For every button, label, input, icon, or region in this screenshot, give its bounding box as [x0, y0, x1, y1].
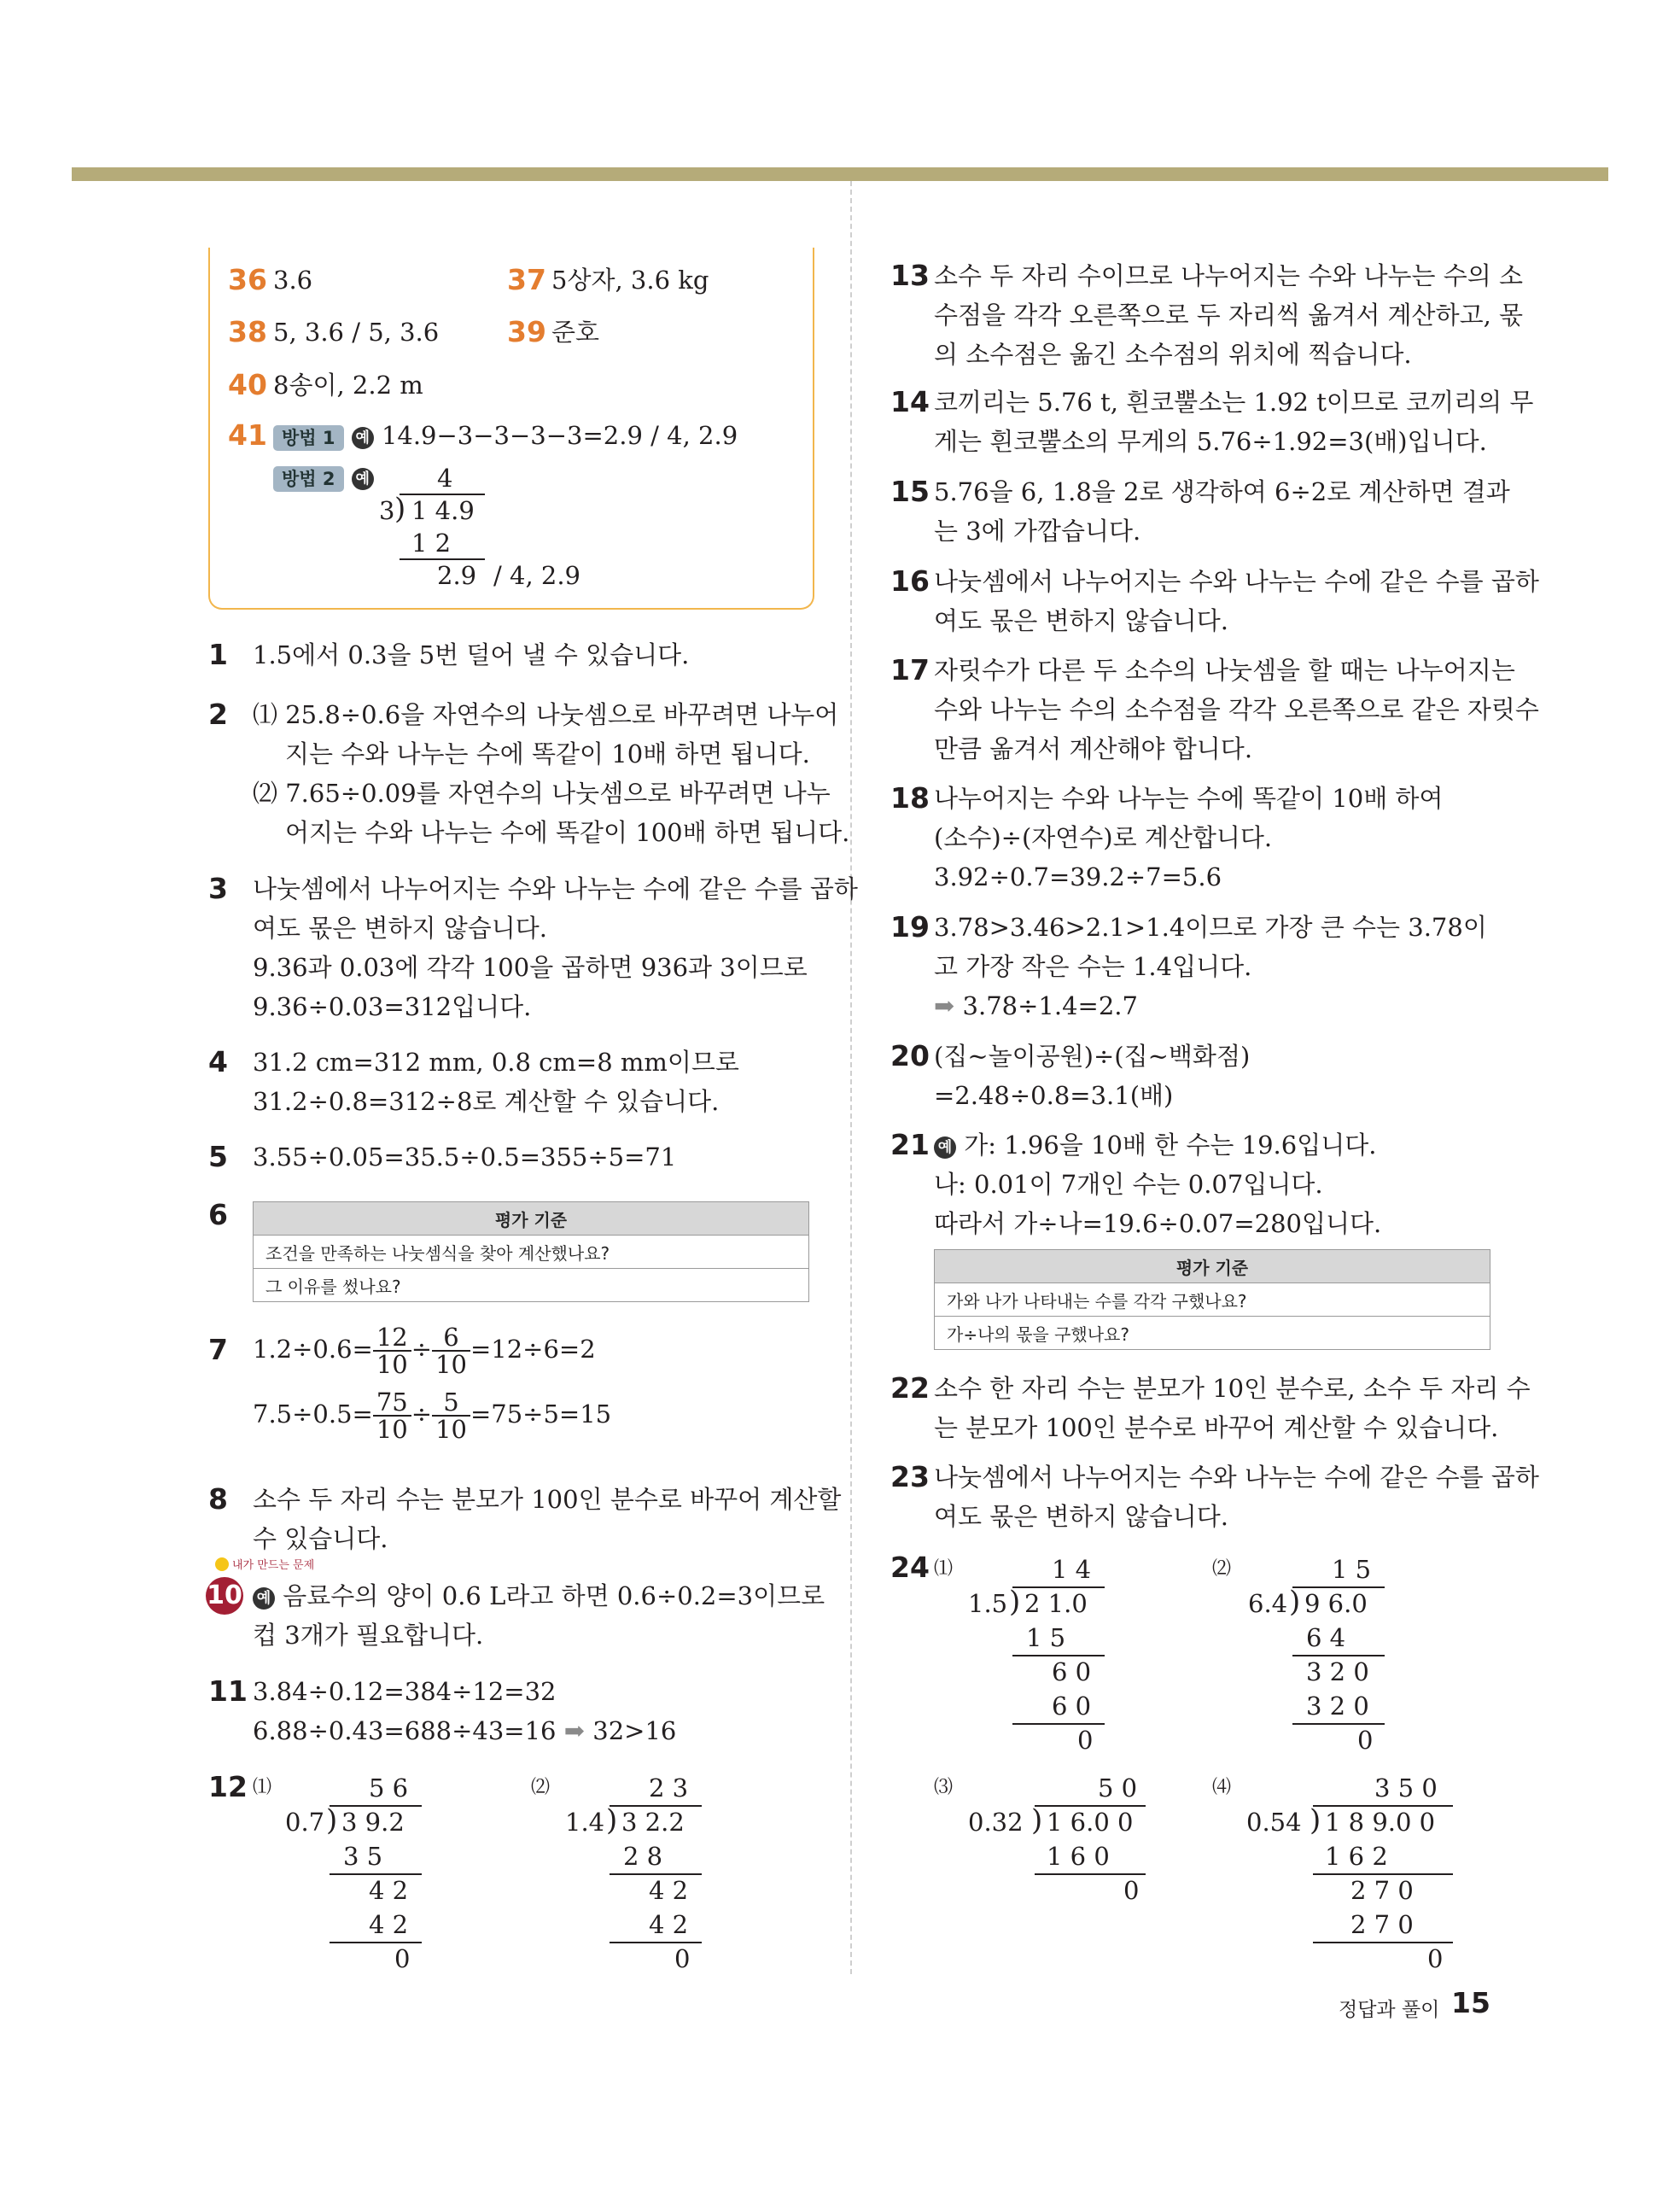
q7-line1: [253, 1323, 596, 1377]
expr: 7.5÷0.5=: [253, 1399, 373, 1429]
q24d-label: ⑷: [1212, 1777, 1232, 1798]
q5-text: 3.55÷0.05=35.5÷0.5=355÷5=71: [253, 1142, 677, 1171]
q41-method1-line: [273, 416, 738, 455]
q24c-dividend: 1 6.0 0: [1047, 1808, 1134, 1837]
q19-number: 19: [890, 910, 930, 944]
q24c-label: ⑶: [934, 1777, 954, 1798]
expr: =12÷6=2: [470, 1335, 596, 1364]
q16-number: 16: [890, 564, 930, 598]
q5-number: 5: [208, 1140, 228, 1173]
q41-dividend: 1 4.9: [411, 496, 475, 525]
q21-line: 따라서 가÷나=19.6÷0.07=280입니다.: [934, 1209, 1382, 1238]
q24b-sub2: 3 2 0: [1306, 1691, 1369, 1721]
q6-number: 6: [208, 1198, 228, 1231]
expr: 3.78÷1.4=2.7: [962, 991, 1138, 1020]
q41-quotient: 4: [437, 464, 453, 493]
q3-line: 9.36과 0.03에 각각 100을 곱하면 936과 3이므로: [253, 953, 808, 982]
division-bracket: ): [1310, 1803, 1321, 1838]
criteria-header: 평가 기준: [935, 1250, 1490, 1283]
q12b-sub2: 4 2: [649, 1910, 689, 1939]
q1-number: 1: [208, 638, 228, 671]
q39-number: 39: [507, 315, 546, 348]
q20-number: 20: [890, 1039, 930, 1072]
example-mark: 예: [352, 468, 374, 490]
q13-line: 의 소수점은 옮긴 소수점의 위치에 찍습니다.: [934, 340, 1412, 369]
column-divider: [850, 181, 852, 1974]
q21-number: 21: [890, 1128, 930, 1161]
q19-line: [934, 986, 1138, 1025]
q2-line: 지는 수와 나누는 수에 똑같이 10배 하면 됩니다.: [285, 739, 810, 768]
example-mark: 예: [352, 427, 374, 449]
q7-number: 7: [208, 1333, 228, 1366]
top-rule: [72, 167, 1608, 181]
q41-remainder: 2.9: [437, 561, 477, 590]
q17-line: 수와 나누는 수의 소수점을 각각 오른쪽으로 같은 자릿수: [934, 695, 1539, 724]
q24a-quotient: 1 4: [1052, 1555, 1092, 1584]
q12a-sub1: 3 5: [343, 1842, 383, 1871]
q41-method1-text: 14.9−3−3−3−3=2.9 / 4, 2.9: [381, 421, 738, 450]
q14-number: 14: [890, 385, 930, 418]
q21-line: 나: 0.01이 7개인 수는 0.07입니다.: [934, 1170, 1323, 1199]
expr: 1.2÷0.6=: [253, 1335, 373, 1364]
q24b-sub1: 6 4: [1306, 1623, 1346, 1652]
q24c-rem1: 0: [1123, 1876, 1140, 1905]
q24d-quotient: 3 5 0: [1374, 1773, 1438, 1802]
q4-line: 31.2 cm=312 mm, 0.8 cm=8 mm이므로: [253, 1048, 739, 1077]
q12a-sub2: 4 2: [369, 1910, 409, 1939]
q13-number: 13: [890, 259, 930, 292]
q24a-rem2: 0: [1077, 1726, 1094, 1755]
arrow-icon: ➡: [563, 1716, 586, 1745]
q8-number: 8: [208, 1482, 228, 1516]
q24b-label: ⑵: [1212, 1558, 1232, 1580]
q20-line: (집~놀이공원)÷(집~백화점): [934, 1042, 1251, 1071]
q20-line: =2.48÷0.8=3.1(배): [934, 1081, 1174, 1110]
q11-line: 3.84÷0.12=384÷12=32: [253, 1677, 557, 1706]
q41-number: 41: [228, 418, 267, 452]
q12a-label: ⑴: [253, 1777, 272, 1798]
fraction: $\frac{12}{10}$: [373, 1324, 411, 1377]
criteria-row: 가÷나의 몫을 구했나요?: [935, 1317, 1490, 1350]
q24b-quotient: 1 5: [1332, 1555, 1372, 1584]
q15-line: 는 3에 가깝습니다.: [934, 517, 1141, 546]
operator: ÷: [411, 1335, 433, 1364]
expr: 6.88÷0.43=688÷43=16: [253, 1716, 557, 1745]
q17-line: 만큼 옮겨서 계산해야 합니다.: [934, 734, 1253, 763]
q3-line: 나눗셈에서 나누어지는 수와 나누는 수에 같은 수를 곱하: [253, 874, 858, 903]
division-bracket: ): [326, 1803, 338, 1838]
example-mark: 예: [934, 1136, 956, 1159]
method2-tag: 방법 2: [273, 466, 344, 492]
q11-line: [253, 1711, 676, 1750]
q24a-divisor: 1.5: [968, 1589, 1008, 1618]
q15-line: 5.76을 6, 1.8을 2로 생각하여 6÷2로 계산하면 결과: [934, 477, 1510, 506]
q24d-dividend: 1 8 9.0 0: [1325, 1808, 1436, 1837]
q41-divisor: 3: [379, 496, 395, 525]
q7-line2: [253, 1388, 611, 1442]
q41-subtract: 1 2: [411, 529, 452, 558]
q37-number: 37: [507, 263, 546, 296]
q3-line: 9.36÷0.03=312입니다.: [253, 992, 532, 1021]
q22-line: 는 분모가 100인 분수로 바꾸어 계산할 수 있습니다.: [934, 1413, 1499, 1442]
q12a-divisor: 0.7: [285, 1808, 325, 1837]
footer-label: 정답과 풀이: [1339, 1999, 1440, 2021]
q11-number: 11: [208, 1674, 248, 1708]
q16-line: 여도 몫은 변하지 않습니다.: [934, 606, 1229, 635]
q18-line: 3.92÷0.7=39.2÷7=5.6: [934, 862, 1222, 891]
q22-line: 소수 한 자리 수는 분모가 10인 분수로, 소수 두 자리 수: [934, 1374, 1531, 1403]
q38-answer: 5, 3.6 / 5, 3.6: [273, 318, 440, 347]
q41-answer: / 4, 2.9: [493, 561, 580, 590]
q23-line: 여도 몫은 변하지 않습니다.: [934, 1502, 1229, 1531]
q10-line: [253, 1576, 825, 1615]
q24a-label: ⑴: [934, 1558, 954, 1580]
q24d-sub2: 2 7 0: [1350, 1910, 1414, 1939]
q24d-divisor: 0.54: [1246, 1808, 1302, 1837]
page-number: 15: [1451, 1986, 1490, 2019]
q40-answer: 8송이, 2.2 m: [273, 371, 423, 400]
expr: 32>16: [592, 1716, 677, 1745]
q12a-rem2: 0: [394, 1944, 411, 1973]
example-mark: 예: [253, 1587, 275, 1610]
q12a-rem1: 4 2: [369, 1876, 409, 1905]
criteria-row: 조건을 만족하는 나눗셈식을 찾아 계산했나요?: [254, 1236, 809, 1269]
q24d-rem1: 2 7 0: [1350, 1876, 1414, 1905]
division-bracket: ): [606, 1803, 618, 1838]
q24a-sub2: 6 0: [1052, 1691, 1092, 1721]
q12a-dividend: 3 9.2: [341, 1808, 405, 1837]
q37-answer: 5상자, 3.6 kg: [551, 266, 709, 295]
q24-number: 24: [890, 1551, 930, 1584]
criteria-table: [253, 1201, 809, 1302]
criteria-row: 그 이유를 썼나요?: [254, 1269, 809, 1302]
q17-number: 17: [890, 653, 930, 687]
q38-number: 38: [228, 315, 267, 348]
q16-line: 나눗셈에서 나누어지는 수와 나누는 수에 같은 수를 곱하: [934, 567, 1539, 596]
division-bracket: ): [1009, 1585, 1021, 1619]
fraction: $\frac{6}{10}$: [432, 1324, 470, 1377]
q24b-rem1: 3 2 0: [1306, 1657, 1369, 1686]
division-bracket: ): [1031, 1803, 1043, 1838]
q24a-rem1: 6 0: [1052, 1657, 1092, 1686]
my-problem-label: 내가 만드는 문제: [215, 1556, 314, 1572]
q4-line: 31.2÷0.8=312÷8로 계산할 수 있습니다.: [253, 1087, 720, 1116]
q2-line: ⑵ 7.65÷0.09를 자연수의 나눗셈으로 바꾸려면 나누: [253, 779, 831, 808]
q40-number: 40: [228, 368, 267, 401]
q13-line: 수점을 각각 오른쪽으로 두 자리씩 옮겨서 계산하고, 몫: [934, 301, 1524, 330]
q13-line: 소수 두 자리 수이므로 나누어지는 수와 나누는 수의 소: [934, 261, 1524, 290]
q24b-dividend: 9 6.0: [1304, 1589, 1368, 1618]
q4-number: 4: [208, 1045, 228, 1078]
q24b-rem2: 0: [1357, 1726, 1374, 1755]
q12a-quotient: 5 6: [369, 1773, 409, 1802]
q41-method2-line: [273, 457, 374, 496]
q12b-quotient: 2 3: [649, 1773, 689, 1802]
q12-number: 12: [208, 1770, 248, 1803]
q24c-sub1: 1 6 0: [1047, 1842, 1110, 1871]
q8-line: 소수 두 자리 수는 분모가 100인 분수로 바꾸어 계산할: [253, 1485, 842, 1514]
q22-number: 22: [890, 1371, 930, 1405]
q24a-sub1: 1 5: [1026, 1623, 1066, 1652]
q39-answer: 준호: [551, 318, 600, 347]
q12b-rem1: 4 2: [649, 1876, 689, 1905]
arrow-icon: ➡: [934, 991, 955, 1020]
q14-line: 코끼리는 5.76 t, 흰코뿔소는 1.92 t이므로 코끼리의 무: [934, 388, 1534, 417]
q14-line: 게는 흰코뿔소의 무게의 5.76÷1.92=3(배)입니다.: [934, 427, 1487, 456]
q18-line: (소수)÷(자연수)로 계산합니다.: [934, 823, 1273, 852]
method1-tag: 방법 1: [273, 425, 344, 451]
q24c-divisor: 0.32: [968, 1808, 1024, 1837]
q1-text: 1.5에서 0.3을 5번 덜어 낼 수 있습니다.: [253, 640, 690, 669]
q12b-dividend: 3 2.2: [621, 1808, 685, 1837]
q2-line: ⑴ 25.8÷0.6을 자연수의 나눗셈으로 바꾸려면 나누어: [253, 700, 839, 729]
q2-number: 2: [208, 698, 228, 731]
q12b-divisor: 1.4: [565, 1808, 605, 1837]
q3-number: 3: [208, 872, 228, 905]
q36-number: 36: [228, 263, 267, 296]
q24d-rem2: 0: [1427, 1944, 1444, 1973]
q18-line: 나누어지는 수와 나누는 수에 똑같이 10배 하여: [934, 784, 1444, 813]
fraction: $\frac{75}{10}$: [373, 1389, 411, 1442]
division-bracket: ): [394, 492, 406, 526]
q2-line: 어지는 수와 나누는 수에 똑같이 100배 하면 됩니다.: [285, 818, 850, 847]
division-bracket: ): [1289, 1585, 1301, 1619]
q21-line: [934, 1125, 1376, 1165]
q24a-dividend: 2 1.0: [1024, 1589, 1088, 1618]
q3-line: 여도 몫은 변하지 않습니다.: [253, 914, 548, 943]
criteria-row: 가와 나가 나타내는 수를 각각 구했나요?: [935, 1283, 1490, 1317]
q8-line: 수 있습니다.: [253, 1524, 388, 1553]
q12b-label: ⑵: [531, 1777, 551, 1798]
operator: ÷: [411, 1399, 433, 1429]
q10-number: 10: [206, 1577, 243, 1615]
q12b-sub1: 2 8: [623, 1842, 663, 1871]
q19-line: 3.78>3.46>2.1>1.4이므로 가장 큰 수는 3.78이: [934, 913, 1487, 942]
criteria-header: 평가 기준: [254, 1202, 809, 1236]
q15-number: 15: [890, 475, 930, 508]
q36-answer: 3.6: [273, 266, 313, 295]
q18-number: 18: [890, 781, 930, 815]
q10-text: 음료수의 양이 0.6 L라고 하면 0.6÷0.2=3이므로: [283, 1581, 825, 1610]
expr: =75÷5=15: [470, 1399, 612, 1429]
q12b-rem2: 0: [674, 1944, 691, 1973]
fraction: $\frac{5}{10}$: [432, 1389, 470, 1442]
criteria-table: [934, 1249, 1490, 1350]
q21-text: 가: 1.96을 10배 한 수는 19.6입니다.: [964, 1131, 1377, 1160]
q17-line: 자릿수가 다른 두 소수의 나눗셈을 할 때는 나누어지는: [934, 656, 1515, 685]
q19-line: 고 가장 작은 수는 1.4입니다.: [934, 952, 1252, 981]
q23-number: 23: [890, 1460, 930, 1493]
q10-line: 컵 3개가 필요합니다.: [253, 1621, 484, 1650]
q24b-divisor: 6.4: [1248, 1589, 1288, 1618]
q23-line: 나눗셈에서 나누어지는 수와 나누는 수에 같은 수를 곱하: [934, 1463, 1539, 1492]
q24d-sub1: 1 6 2: [1325, 1842, 1388, 1871]
q24c-quotient: 5 0: [1098, 1773, 1138, 1802]
smile-icon: [215, 1557, 229, 1571]
